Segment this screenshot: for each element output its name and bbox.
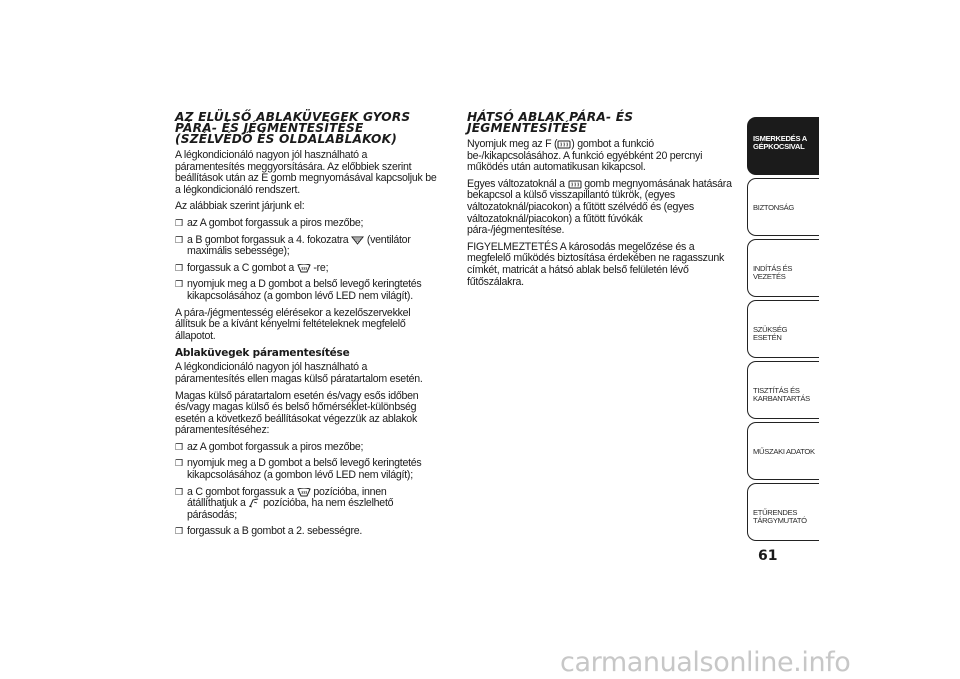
bullet-icon: ❒ (175, 458, 183, 469)
list-item: ❒ forgassuk a B gombot a 2. sebességre. (175, 525, 363, 538)
tab-technical-data[interactable]: MŰSZAKI ADATOK (747, 422, 819, 480)
list-item: ❒ a B gombot forgassuk a 4. fokozatra (ventilátor maximális sebessége); (175, 233, 411, 258)
paragraph-sub-conditions: Magas külső páratartalom esetén és/vagy esős időben és/vagy magas külső és belső hőmérséklet-különbség esetén a következő beállításokat végezzük az ablakok páramentesítéséhez: (175, 389, 419, 437)
paragraph-rear-button: Nyomjuk meg az F ( ) gombot a funkció be-/kikapcsolásához. A funkció egyébként 20 percnyi működés után automatikusan kikapcsol. (467, 138, 703, 174)
tab-index[interactable]: ETŰRENDES TÁRGYMUTATÓ (747, 483, 819, 541)
left-column (175, 112, 437, 543)
subsection-title: Ablaküvegek páramentesítése (175, 347, 350, 360)
fan-icon (351, 236, 364, 245)
paragraph-sub-intro: A légkondicionáló nagyon jól használható a páramentesítés ellen magas külső páratartalom esetén. (175, 361, 423, 385)
bullet-icon: ❒ (175, 526, 183, 537)
list-item: ❒ a C gombot forgassuk a pozícióba, innen átállíthatjuk a pozícióba, ha nem észlelhető párásodás; (175, 485, 394, 521)
paragraph-steps-intro: Az alábbiak szerint járjunk el: (175, 200, 305, 213)
paragraph-intro: A légkondicionáló nagyon jól használható a páramentesítés meggyorsítására. Az előbbiek szerint beállítások után az E gomb megnyomásával kapcsoljuk be a légkondicionáló rendszert. (175, 149, 437, 196)
page-number: 61 (758, 548, 778, 564)
list-item: ❒ nyomjuk meg a D gombot a belső levegő keringtetés kikapcsolásához (a gombon lévő LED nem világít). (175, 278, 422, 302)
tab-emergency[interactable]: SZÜKSÉG ESETÉN (747, 300, 819, 358)
list-item: ❒ az A gombot forgassuk a piros mezőbe; (175, 216, 364, 229)
tab-maintenance[interactable]: TISZTÍTÁS ÉS KARBANTARTÁS (747, 361, 819, 419)
bullet-icon: ❒ (175, 441, 183, 452)
watermark: carmanualsonline.info (560, 647, 851, 678)
bullet-icon: ❒ (175, 217, 183, 228)
chapter-tabs (747, 117, 819, 544)
windshield-defrost-icon (297, 264, 311, 273)
step-list (175, 218, 437, 303)
rear-window-defrost-icon (557, 140, 571, 149)
tab-safety[interactable]: BIZTONSÁG (747, 178, 819, 236)
bullet-icon: ❒ (175, 279, 183, 290)
list-item: ❒ nyomjuk meg a D gombot a belső levegő keringtetés kikapcsolásához (a gombon lévő LED nem világít); (175, 457, 422, 482)
bullet-icon: ❒ (175, 262, 183, 273)
list-item: ❒ forgassuk a C gombot a -re; (175, 261, 329, 274)
tab-getting-to-know-car[interactable]: ISMERKEDÉS A GÉPKOCSIVAL (747, 117, 819, 175)
list-item: ❒ az A gombot forgassuk a piros mezőbe; (175, 440, 364, 453)
windshield-defrost-icon (297, 488, 311, 497)
paragraph-warning: FIGYELMEZTETÉS A károsodás megelőzése és a megfelelő működés biztosítása érdekében ne ragasszunk címkét, matricát a hátsó ablak belső felületén lévő fűtőszálakra. (467, 240, 725, 288)
section-title-rear-defrost: HÁTSÓ ABLAK PÁRA- ÉS JÉGMENTESÍTÉSE (467, 110, 634, 135)
bullet-icon: ❒ (175, 234, 183, 245)
rear-window-defrost-icon (568, 180, 582, 189)
section-title-front-defrost: AZ ELÜLSŐ ABLAKÜVEGEK GYORS PÁRA- ÉS JÉGMENTESÍTÉSE (SZÉLVÉDŐ ÉS OLDALABLAKOK) (175, 110, 411, 146)
right-column (467, 112, 739, 293)
tab-starting-driving[interactable]: INDÍTÁS ÉS VEZETÉS (747, 239, 819, 297)
sub-step-list (175, 442, 437, 538)
paragraph-rear-variants: Egyes változatoknál a gomb megnyomásának hatására bekapcsol a külső visszapillantó tükrök, (egyes változatoknál/piacokon) a fűtött szélvédő és (egyes változatoknál/piacokon) a fűtött fúvókák pára-/jégmentesítése. (467, 177, 732, 237)
bullet-icon: ❒ (175, 486, 183, 497)
feet-windshield-icon (248, 498, 260, 508)
paragraph-note: A pára-/jégmentesség elérésekor a kezelőszervekkel állítsuk be a kívánt kényelmi feltételeknek megfelelő állapotot. (175, 306, 411, 342)
